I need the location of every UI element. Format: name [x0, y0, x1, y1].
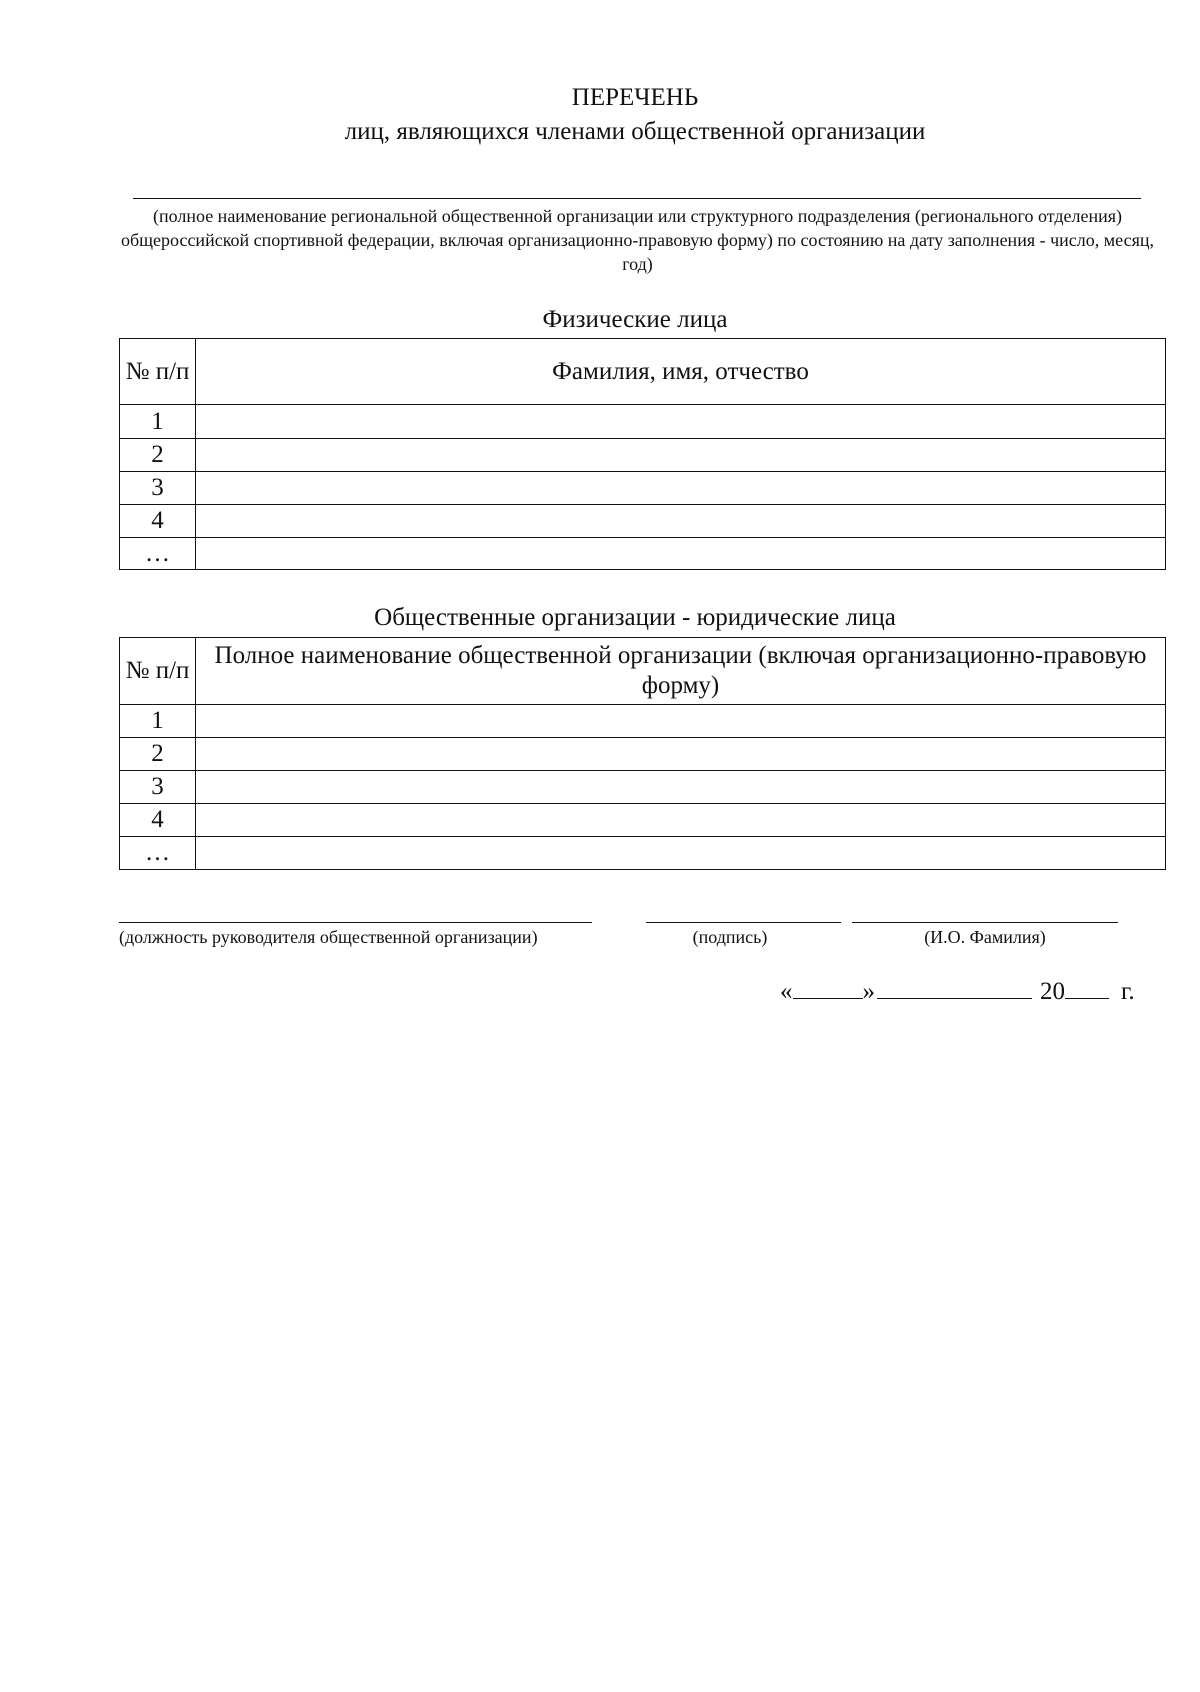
- organization-name-cell[interactable]: [196, 705, 1166, 738]
- full-name-cell[interactable]: [196, 405, 1166, 439]
- organization-name-caption: (полное наименование региональной общественной организации или структурного подразделения (регионального отделения) общероссийской спортивной федерации, включая организационно-правовую форму) по состоянию на дату заполнения - число, месяц, год): [121, 206, 1154, 274]
- organization-name-field[interactable]: [133, 198, 1141, 199]
- row-number: 2: [120, 738, 196, 771]
- document-subtitle: лиц, являющихся членами общественной организации: [344, 118, 926, 145]
- column-header-number: № п/п: [120, 339, 196, 405]
- organization-name-cell[interactable]: [196, 771, 1166, 804]
- table-row: [120, 837, 1166, 870]
- table-row: [120, 705, 1166, 738]
- legal-entities-section-title: Общественные организации - юридические лица: [374, 604, 896, 631]
- table-row: [120, 538, 1166, 570]
- table-row: [120, 505, 1166, 538]
- legal-entities-table: [119, 637, 1166, 870]
- full-name-signature-field[interactable]: [852, 922, 1118, 923]
- name-label: (И.О. Фамилия): [924, 927, 1046, 947]
- row-number: 4: [120, 505, 196, 538]
- full-name-cell[interactable]: [196, 505, 1166, 538]
- table-row: [120, 405, 1166, 439]
- row-number: …: [120, 837, 196, 870]
- full-name-cell[interactable]: [196, 538, 1166, 570]
- row-number: 1: [120, 705, 196, 738]
- month-field[interactable]: [877, 976, 1032, 999]
- column-header-number: № п/п: [120, 638, 196, 705]
- table-header-row: [120, 339, 1166, 405]
- date-open-quote: «: [780, 978, 793, 1005]
- row-number: 4: [120, 804, 196, 837]
- row-number: 1: [120, 405, 196, 439]
- table-row: [120, 771, 1166, 804]
- individuals-table: [119, 338, 1166, 570]
- table-header-row: [120, 638, 1166, 705]
- table-row: [120, 439, 1166, 472]
- organization-name-cell[interactable]: [196, 738, 1166, 771]
- row-number: 3: [120, 771, 196, 804]
- row-number: 2: [120, 439, 196, 472]
- signature-label: (подпись): [692, 927, 768, 947]
- year-suffix: г.: [1121, 978, 1135, 1005]
- position-field[interactable]: [119, 922, 592, 923]
- date-close-quote: »: [862, 978, 875, 1005]
- organization-name-cell[interactable]: [196, 804, 1166, 837]
- signature-field[interactable]: [646, 922, 841, 923]
- table-row: [120, 738, 1166, 771]
- full-name-cell[interactable]: [196, 472, 1166, 505]
- date-line: [780, 976, 1135, 1006]
- document-title: ПЕРЕЧЕНЬ: [571, 84, 699, 111]
- year-field[interactable]: [1065, 976, 1109, 999]
- full-name-cell[interactable]: [196, 439, 1166, 472]
- individuals-section-title: Физические лица: [542, 306, 728, 333]
- table-row: [120, 472, 1166, 505]
- row-number: 3: [120, 472, 196, 505]
- row-number: …: [120, 538, 196, 570]
- day-field[interactable]: [793, 976, 863, 999]
- column-header-organization-name: Полное наименование общественной организации (включая организационно-правовую форму): [196, 638, 1166, 705]
- year-prefix: 20: [1040, 978, 1065, 1005]
- column-header-full-name: Фамилия, имя, отчество: [196, 339, 1166, 405]
- organization-name-cell[interactable]: [196, 837, 1166, 870]
- position-label: (должность руководителя общественной организации): [119, 927, 538, 947]
- table-row: [120, 804, 1166, 837]
